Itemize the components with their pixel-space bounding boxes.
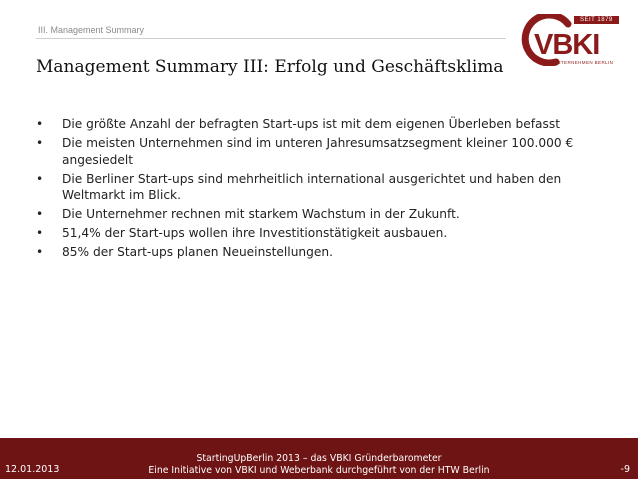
bullet-list bbox=[36, 116, 576, 263]
page-number: -9 bbox=[620, 464, 630, 475]
logo-tagline: WIR UNTERNEHMEN BERLIN bbox=[542, 60, 614, 65]
list-item bbox=[36, 244, 576, 260]
bullet-text: Die meisten Unternehmen sind im unteren Jahresumsatzsegment kleiner 100.000 € angesiedelt bbox=[62, 136, 574, 167]
list-item bbox=[36, 206, 576, 222]
logo-wordmark: VBKI bbox=[534, 29, 600, 61]
bullet-icon: • bbox=[36, 207, 44, 222]
footer-title: StartingUpBerlin 2013 – das VBKI Gründerbarometer bbox=[196, 453, 442, 464]
footer-subtitle: Eine Initiative von VBKI und Weberbank durchgeführt von der HTW Berlin bbox=[148, 465, 490, 476]
bullet-text: Die Berliner Start-ups sind mehrheitlich international ausgerichtet und haben den Weltmarkt im Blick. bbox=[62, 171, 562, 202]
bullet-text: Die Unternehmer rechnen mit starkem Wachstum in der Zukunft. bbox=[62, 207, 460, 222]
vbki-logo bbox=[512, 12, 630, 70]
bullet-icon: • bbox=[36, 136, 44, 151]
bullet-icon: • bbox=[36, 226, 44, 241]
list-item bbox=[36, 135, 576, 168]
bullet-icon: • bbox=[36, 171, 44, 186]
bullet-text: Die größte Anzahl der befragten Start-ups ist mit dem eigenen Überleben befasst bbox=[62, 117, 560, 131]
footer-bar bbox=[0, 438, 638, 479]
bullet-icon: • bbox=[36, 245, 44, 260]
header-divider bbox=[36, 38, 506, 39]
list-item bbox=[36, 171, 576, 204]
breadcrumb: III. Management Summary bbox=[38, 25, 145, 35]
list-item bbox=[36, 116, 576, 132]
list-item bbox=[36, 225, 576, 241]
bullet-text: 85% der Start-ups planen Neueinstellungen. bbox=[62, 245, 333, 260]
bullet-text: 51,4% der Start-ups wollen ihre Investitionstätigkeit ausbauen. bbox=[62, 226, 448, 241]
footer-date: 12.01.2013 bbox=[5, 464, 60, 475]
logo-badge: SEIT 1879 bbox=[574, 16, 619, 24]
bullet-icon: • bbox=[36, 117, 44, 131]
page-title: Management Summary III: Erfolg und Geschäftsklima bbox=[36, 57, 504, 77]
